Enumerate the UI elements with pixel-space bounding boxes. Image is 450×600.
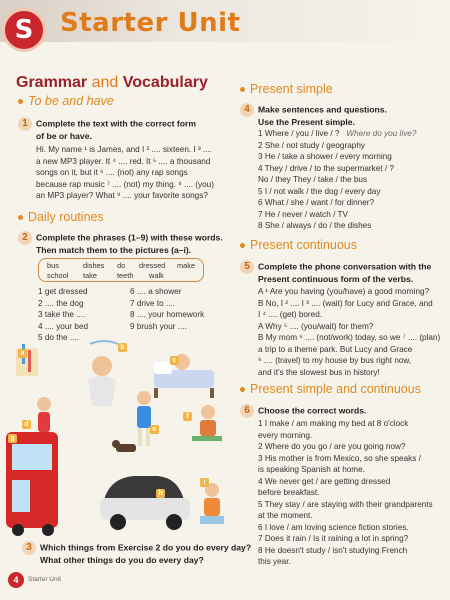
exercise-number: 6: [240, 404, 254, 418]
picture-label-i: i: [200, 478, 209, 487]
list-item: 5 I / not walk / the dog / every day: [258, 186, 381, 196]
word-box-item: make: [177, 261, 196, 270]
list-item: 4 .... your bed: [38, 321, 89, 331]
picture-label-h: h: [156, 489, 165, 498]
instruction-line: Make sentences and questions.: [258, 104, 387, 115]
list-item: [258, 128, 416, 140]
word-box-item: teeth: [117, 271, 134, 280]
bullet-icon: [18, 99, 23, 104]
heading-vocabulary: Vocabulary: [122, 74, 208, 91]
picture-b-shower: [88, 341, 118, 406]
picture-i-dishes: [200, 483, 224, 524]
routine-illustrations: [4, 340, 230, 550]
prompt-text: 1 Where / you / live / ?: [258, 129, 340, 138]
exercise-3-instruction: [22, 541, 251, 567]
word-box-item: bus: [47, 261, 59, 270]
list-item: 6 I love / am loving science fiction stories.: [258, 522, 409, 532]
instruction-line: Choose the correct words.: [258, 405, 367, 416]
page-number: 4: [8, 572, 24, 588]
instruction-line: Complete the phrases (1–9) with these words.: [36, 232, 223, 243]
subheading-simple-continuous: [240, 382, 421, 396]
exercise-number: 5: [240, 260, 254, 274]
list-item: 3 He / take a shower / every morning: [258, 152, 392, 161]
word-box: [38, 258, 204, 282]
dialogue-line: and it's the slowest bus in history!: [258, 367, 380, 377]
list-item: before breakfast.: [258, 488, 320, 497]
word-box-item: dishes: [83, 261, 105, 270]
list-item: every morning.: [258, 430, 313, 440]
list-item: No / they They / take / the bus: [258, 175, 368, 184]
list-item: 7 Does it rain / Is it raining a lot in spring?: [258, 534, 409, 543]
subheading-be-have: [18, 94, 114, 108]
exercise-4-instruction: [240, 103, 387, 129]
instruction-line: What other things do you do every day?: [40, 555, 204, 565]
picture-label-d: d: [22, 420, 31, 429]
list-item: 2 Where do you go / are you going now?: [258, 442, 406, 451]
word-box-item: take: [83, 271, 97, 280]
exercise-6-instruction: [240, 404, 366, 418]
bullet-icon: [240, 243, 245, 248]
list-item: 1 get dressed: [38, 287, 88, 296]
list-item: 6 What / she / want / for dinner?: [258, 198, 375, 207]
unit-badge-letter: S: [14, 15, 34, 45]
section-heading-grammar-vocabulary: [16, 74, 208, 92]
list-item: 3 take the ....: [38, 310, 86, 319]
exercise-5-dialogue: [258, 286, 440, 378]
subheading-be-have-text: To be and have: [28, 94, 114, 108]
text-line: Hi. My name ¹ is James, and I ² .... sixteen. I ³ ....: [36, 145, 213, 154]
list-item: 5 They stay / are staying with their grandparents: [258, 499, 433, 509]
dialogue-line: a trip to a theme park. But Lucy and Grace: [258, 344, 413, 354]
picture-h-car: [100, 476, 190, 530]
picture-label-e: e: [150, 425, 159, 434]
instruction-line: Complete the text with the correct form: [36, 118, 196, 129]
footer-label: Starter Unit: [28, 576, 61, 583]
text-line: a new MP3 player. It ⁴ .... red. It ⁵ .... a thousand: [36, 156, 211, 166]
instruction-line: of be or have.: [36, 131, 92, 141]
instruction-line: Which things from Exercise 2 do you do every day?: [40, 542, 252, 553]
dialogue-line: I ⁴ .... (get) bored.: [258, 310, 323, 319]
subheading-simple-continuous-text: Present simple and continuous: [250, 382, 421, 396]
picture-f-homework: [192, 405, 222, 441]
list-item: is speaking Spanish at home.: [258, 465, 365, 474]
word-box-item: walk: [149, 271, 164, 280]
exercise-1-text: [36, 144, 214, 202]
picture-e-walk-dog: [112, 391, 151, 452]
subheading-daily-routines: [18, 210, 104, 224]
dialogue-line: ⁸ .... (travel) to my house by bus right now,: [258, 356, 412, 365]
example-answer: Where do you live?: [346, 129, 417, 138]
exercise-number: 1: [18, 117, 32, 131]
word-box-item: dressed: [139, 261, 166, 270]
list-item: 5 do the ....: [38, 333, 79, 342]
list-item: 7 drive to ....: [130, 298, 176, 308]
list-item: 2 .... the dog: [38, 298, 84, 308]
list-item: 8 She / always / do / the dishes: [258, 221, 372, 230]
bullet-icon: [240, 387, 245, 392]
picture-label-g: g: [8, 434, 17, 443]
exercise-1-instruction: [18, 117, 196, 143]
list-item: 2 She / not study / geography: [258, 140, 365, 150]
list-item: 1 I make / am making my bed at 8 o'clock: [258, 419, 409, 428]
exercise-number: 3: [22, 541, 36, 555]
picture-label-a: a: [18, 349, 27, 358]
list-item: at the moment.: [258, 511, 313, 520]
instruction-line: Present continuous form of the verbs.: [258, 274, 414, 284]
list-item: 4 They / drive / to the supermarket / ?: [258, 163, 394, 173]
exercise-5-instruction: [240, 260, 431, 286]
picture-g-bus: [6, 432, 58, 536]
picture-c-bed: [154, 354, 214, 398]
exercise-number: 4: [240, 103, 254, 117]
list-item: 6 .... a shower: [130, 287, 182, 296]
unit-badge: [2, 8, 46, 52]
exercise-4-items: [258, 128, 416, 232]
text-line: songs on it, but it ⁶ .... (not) any rap songs: [36, 168, 188, 177]
text-line: an MP3 player? What ⁹ .... your favorite songs?: [36, 191, 208, 200]
dialogue-line: B My mom ⁶ .... (not/work) today, so we ⁷ .... (plan): [258, 333, 441, 342]
picture-label-b: b: [118, 343, 127, 352]
dialogue-line: B No, I ² .... I ³ .... (wait) for Lucy and Grace, and: [258, 298, 433, 308]
list-item: 8 .... your homework: [130, 310, 205, 319]
bullet-icon: [18, 215, 23, 220]
exercise-number: 2: [18, 231, 32, 245]
picture-label-c: c: [170, 356, 179, 365]
heading-grammar: Grammar: [16, 74, 88, 91]
subheading-present-continuous-text: Present continuous: [250, 238, 358, 252]
list-item: 7 He / never / watch / TV: [258, 209, 348, 219]
list-item: 8 He doesn't study / isn't studying French: [258, 545, 408, 555]
instruction-line: Complete the phone conversation with the: [258, 261, 432, 272]
instruction-line: Use the Present simple.: [258, 117, 355, 127]
exercise-2-instruction: [18, 231, 223, 257]
subheading-daily-routines-text: Daily routines: [28, 210, 104, 224]
list-item: 4 We never get / are getting dressed: [258, 476, 391, 486]
subheading-present-continuous: [240, 238, 357, 252]
list-item: 9 brush your ....: [130, 321, 187, 331]
picture-label-f: f: [183, 412, 192, 421]
exercise-2-items-right: [130, 286, 204, 332]
list-item: 3 His mother is from Mexico, so she speaks /: [258, 453, 421, 463]
unit-title: Starter Unit: [60, 8, 241, 38]
subheading-present-simple-text: Present simple: [250, 82, 333, 96]
list-item: this year.: [258, 557, 291, 566]
word-box-item: do: [117, 261, 126, 270]
word-box-item: school: [47, 271, 69, 280]
exercise-2-items-left: [38, 286, 88, 344]
dialogue-line: A ¹ Are you having (you/have) a good morning?: [258, 287, 430, 296]
exercise-6-items: [258, 418, 433, 568]
heading-and: and: [91, 74, 119, 91]
text-line: because rap music ⁷ .... (not) my thing. ⁸ .... (you): [36, 179, 214, 189]
bullet-icon: [240, 87, 245, 92]
dialogue-line: A Why ⁵ .... (you/wait) for them?: [258, 321, 374, 331]
subheading-present-simple: [240, 82, 333, 96]
instruction-line: Then match them to the pictures (a–i).: [36, 245, 192, 255]
